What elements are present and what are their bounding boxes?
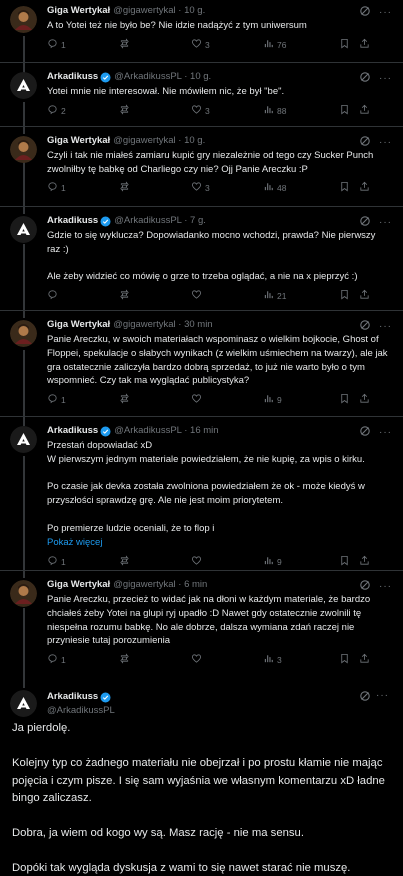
reply-button[interactable] xyxy=(47,38,119,52)
reply-icon xyxy=(47,104,58,118)
reply-icon xyxy=(47,393,58,407)
reply-tweet[interactable] xyxy=(0,70,403,119)
avatar[interactable] xyxy=(10,136,37,163)
like-button[interactable] xyxy=(191,289,263,303)
author-name[interactable]: Arkadikuss xyxy=(47,691,99,703)
share-button[interactable] xyxy=(359,104,375,118)
verified-badge-icon xyxy=(100,426,111,437)
tweet-text: Przestań dopowiadać xD W pierwszym jednym materiale powiedziałem, że nie kupię, za wpis o kirku. Po czasie jak devka została zwolniona powiedziałem że ok - może kiedyś w przyszłości sprawdzę grę. Ale nie jest moim priorytetem. Po premierze ludzie oceniali, że to flop i xyxy=(47,440,365,534)
reply-tweet[interactable] xyxy=(0,578,403,668)
views-icon xyxy=(263,555,274,569)
reply-count: 1 xyxy=(61,183,66,194)
reply-icon xyxy=(47,181,58,195)
tweet-actions xyxy=(47,392,391,408)
author-name[interactable]: Arkadikuss xyxy=(47,215,99,227)
main-tweet-text: Ja pierdolę. Kolejny typ co żadnego materiału nie obejrzał i po prostu kłamie nie mając pojęcia i czym pisze. I się sam wyjaśnia we własnym komentarzu xD ładne bingo zaliczasz. Dobra, ja wiem od kogo wy są. Masz rację - nie ma sensu. Dopóki tak wygląda dyskusja z wami to się nawet starać nie muszę. xyxy=(12,722,385,874)
author-handle-time[interactable]: @ArkadikussPL · 7 g. xyxy=(114,215,206,227)
tweet-actions xyxy=(47,181,391,197)
avatar[interactable] xyxy=(10,6,37,33)
views-button[interactable] xyxy=(263,289,339,303)
bookmark-button[interactable] xyxy=(339,653,355,667)
views-icon xyxy=(263,104,274,118)
retweet-button[interactable] xyxy=(119,38,191,52)
separator xyxy=(0,126,403,127)
more-icon[interactable]: ··· xyxy=(379,427,392,438)
views-count: 21 xyxy=(277,290,287,301)
views-icon xyxy=(263,289,274,303)
avatar[interactable] xyxy=(10,690,37,717)
grok-icon[interactable] xyxy=(359,215,371,227)
grok-icon[interactable] xyxy=(359,319,371,331)
verified-badge-icon xyxy=(100,692,111,703)
retweet-icon xyxy=(119,393,130,407)
tweet-actions xyxy=(47,652,391,668)
reply-icon xyxy=(47,38,58,52)
views-count: 76 xyxy=(277,39,287,50)
share-icon xyxy=(359,393,370,407)
reply-tweet[interactable] xyxy=(0,4,403,53)
bookmark-button[interactable] xyxy=(339,289,355,303)
more-icon[interactable]: ··· xyxy=(379,137,392,148)
views-button[interactable] xyxy=(263,181,339,195)
views-count: 9 xyxy=(277,394,282,405)
reply-count: 1 xyxy=(61,654,66,665)
like-button[interactable] xyxy=(191,653,263,667)
heart-icon xyxy=(191,289,202,303)
views-icon xyxy=(263,393,274,407)
share-icon xyxy=(359,289,370,303)
share-icon xyxy=(359,653,370,667)
reply-tweet[interactable] xyxy=(0,214,403,304)
views-count: 88 xyxy=(277,105,287,116)
reply-icon xyxy=(47,653,58,667)
reply-button[interactable] xyxy=(47,181,119,195)
bookmark-icon xyxy=(339,38,350,52)
bookmark-button[interactable] xyxy=(339,393,355,407)
share-button[interactable] xyxy=(359,38,375,52)
bookmark-icon xyxy=(339,289,350,303)
views-button[interactable] xyxy=(263,393,339,407)
avatar[interactable] xyxy=(10,580,37,607)
avatar[interactable] xyxy=(10,320,37,347)
avatar[interactable] xyxy=(10,72,37,99)
more-icon[interactable]: ··· xyxy=(379,581,392,592)
like-button[interactable] xyxy=(191,38,263,52)
heart-icon xyxy=(191,555,202,569)
retweet-icon xyxy=(119,38,130,52)
separator xyxy=(0,310,403,311)
retweet-button[interactable] xyxy=(119,393,191,407)
tweet-text: Yotei mnie nie interesował. Nie mówiłem nic, że był "be". xyxy=(47,86,285,97)
author-handle-time[interactable]: @gigawertykal · 10 g. xyxy=(113,135,206,147)
share-icon xyxy=(359,555,370,569)
author-handle[interactable]: @ArkadikussPL xyxy=(47,705,115,716)
tweet-text: Panie Areczku, przecież to widać jak na dłoni w każdym materiale, że bardzo chciałeś żeby Yotei na glupi ryj upadło :D Nawet gdy ostatecznie zwolnili tę niespełna rozumu babkę. No ale dobrze, dalsza wymiana zdań raczej nie przyniesie tutaj porozumienia xyxy=(47,594,373,647)
reply-icon xyxy=(47,555,58,569)
like-button[interactable] xyxy=(191,555,263,569)
reply-button[interactable] xyxy=(47,653,119,667)
views-button[interactable] xyxy=(263,38,339,52)
bookmark-icon xyxy=(339,181,350,195)
bookmark-icon xyxy=(339,393,350,407)
retweet-icon xyxy=(119,289,130,303)
author-name[interactable]: Arkadikuss xyxy=(47,71,99,83)
views-count: 48 xyxy=(277,183,287,194)
reply-button[interactable] xyxy=(47,393,119,407)
tweet-actions xyxy=(47,554,391,570)
bookmark-button[interactable] xyxy=(339,38,355,52)
tweet-text: Czyli i tak nie miałeś zamiaru kupić gry niezależnie od tego czy Sucker Punch zwolniłby tę babkę od Charliego czy nie? Ojj Panie Areczku :P xyxy=(47,150,376,175)
grok-icon[interactable] xyxy=(359,425,371,437)
grok-icon[interactable] xyxy=(359,5,371,17)
grok-icon[interactable] xyxy=(359,690,371,702)
views-count: 3 xyxy=(277,654,282,665)
reply-count: 1 xyxy=(61,394,66,405)
views-button[interactable] xyxy=(263,555,339,569)
heart-icon xyxy=(191,181,202,195)
separator xyxy=(0,416,403,417)
reply-tweet[interactable] xyxy=(0,424,403,570)
grok-icon[interactable] xyxy=(359,135,371,147)
separator xyxy=(0,570,403,571)
bookmark-button[interactable] xyxy=(339,104,355,118)
reply-button[interactable] xyxy=(47,104,119,118)
share-button[interactable] xyxy=(359,393,375,407)
tweet-actions xyxy=(47,37,391,53)
more-icon[interactable]: ··· xyxy=(376,690,389,701)
share-button[interactable] xyxy=(359,555,375,569)
tweet-actions xyxy=(47,103,391,119)
share-button[interactable] xyxy=(359,289,375,303)
retweet-button[interactable] xyxy=(119,181,191,195)
views-icon xyxy=(263,653,274,667)
retweet-button[interactable] xyxy=(119,289,191,303)
views-icon xyxy=(263,181,274,195)
views-count: 9 xyxy=(277,556,282,567)
views-button[interactable] xyxy=(263,104,339,118)
heart-icon xyxy=(191,38,202,52)
reply-count: 2 xyxy=(61,105,66,116)
author-handle-time[interactable]: @ArkadikussPL · 10 g. xyxy=(114,71,212,83)
views-icon xyxy=(263,38,274,52)
reply-button[interactable] xyxy=(47,289,119,303)
author-handle-time[interactable]: @ArkadikussPL · 16 min xyxy=(114,425,219,437)
tweet-actions xyxy=(47,288,391,304)
verified-badge-icon xyxy=(100,216,111,227)
bookmark-icon xyxy=(339,555,350,569)
retweet-button[interactable] xyxy=(119,104,191,118)
share-icon xyxy=(359,104,370,118)
more-icon[interactable]: ··· xyxy=(379,7,392,18)
bookmark-icon xyxy=(339,104,350,118)
separator xyxy=(0,62,403,63)
retweet-icon xyxy=(119,555,130,569)
heart-icon xyxy=(191,104,202,118)
reply-button[interactable] xyxy=(47,555,119,569)
like-count: 3 xyxy=(205,105,210,116)
more-icon[interactable]: ··· xyxy=(379,73,392,84)
reply-tweet[interactable] xyxy=(0,134,403,197)
author-name[interactable]: Arkadikuss xyxy=(47,425,99,437)
retweet-icon xyxy=(119,104,130,118)
retweet-button[interactable] xyxy=(119,555,191,569)
share-icon xyxy=(359,181,370,195)
author-name[interactable]: Giga Wertykał xyxy=(47,5,111,17)
tweet-text: Gdzie to się wyklucza? Dopowiadanko mocno wchodzi, prawda? Nie pierwszy raz :) Ale żeby widzieć co mówię o grze to trzeba oglądać, a nie na x pieprzyć :) xyxy=(47,230,376,283)
author-name[interactable]: Giga Wertykał xyxy=(47,579,111,591)
like-button[interactable] xyxy=(191,104,263,118)
reply-count: 1 xyxy=(61,39,66,50)
retweet-icon xyxy=(119,653,130,667)
reply-tweet[interactable] xyxy=(0,318,403,408)
separator xyxy=(0,206,403,207)
verified-badge-icon xyxy=(100,72,111,83)
grok-icon[interactable] xyxy=(359,579,371,591)
tweet-text: Panie Areczku, w swoich materiałach wspominasz o wielkim bojkocie, Ghost of Floppei, spekulacje o słabych wynikach (z wielkim uśmiechem na twarzy), ale jak gra ostatecznie zaliczyła bardzo dobrą sprzedaż, to już nie warto było o tym wspomnieć. Czy tak ma wyglądać publicystyka? xyxy=(47,334,391,387)
retweet-button[interactable] xyxy=(119,653,191,667)
reply-count: 1 xyxy=(61,556,66,567)
share-button[interactable] xyxy=(359,181,375,195)
tweet-text: A to Yotei też nie było be? Nie idzie nadążyć z tym uniwersum xyxy=(47,20,307,31)
more-icon[interactable]: ··· xyxy=(379,321,392,332)
author-handle-time[interactable]: @gigawertykal · 6 min xyxy=(113,579,208,591)
avatar[interactable] xyxy=(10,426,37,453)
views-button[interactable] xyxy=(263,653,339,667)
bookmark-button[interactable] xyxy=(339,181,355,195)
bookmark-icon xyxy=(339,653,350,667)
author-name[interactable]: Giga Wertykał xyxy=(47,319,111,331)
like-button[interactable] xyxy=(191,181,263,195)
like-count: 3 xyxy=(205,39,210,50)
grok-icon[interactable] xyxy=(359,71,371,83)
like-count: 3 xyxy=(205,183,210,194)
avatar[interactable] xyxy=(10,216,37,243)
author-handle-time[interactable]: @gigawertykal · 30 min xyxy=(113,319,213,331)
share-button[interactable] xyxy=(359,653,375,667)
share-icon xyxy=(359,38,370,52)
author-handle-time[interactable]: @gigawertykal · 10 g. xyxy=(113,5,206,17)
like-button[interactable] xyxy=(191,393,263,407)
reply-icon xyxy=(47,289,58,303)
bookmark-button[interactable] xyxy=(339,555,355,569)
retweet-icon xyxy=(119,181,130,195)
show-more-link[interactable]: Pokaż więcej xyxy=(47,537,103,549)
heart-icon xyxy=(191,393,202,407)
more-icon[interactable]: ··· xyxy=(379,217,392,228)
author-name[interactable]: Giga Wertykał xyxy=(47,135,111,147)
heart-icon xyxy=(191,653,202,667)
